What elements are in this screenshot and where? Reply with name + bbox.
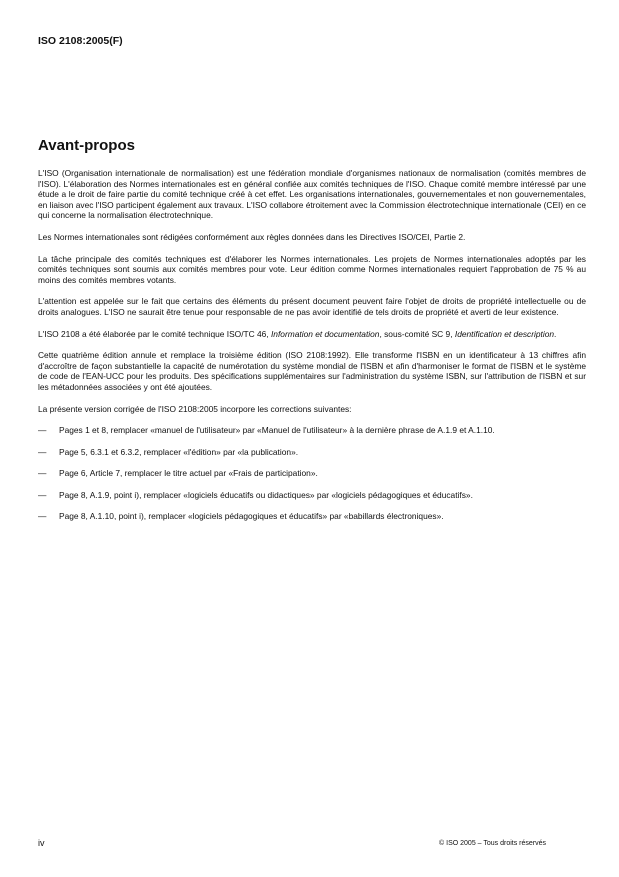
- correction-text: Page 8, A.1.10, point i), remplacer «logiciels pédagogiques et éducatifs» par «babillards électroniques».: [59, 511, 444, 522]
- italic-text: Information et documentation: [270, 328, 380, 339]
- correction-item: [38, 468, 586, 479]
- correction-item: [38, 511, 586, 522]
- correction-item: [38, 425, 586, 436]
- paragraph: [38, 296, 586, 317]
- paragraph-text: L'attention est appelée sur le fait que certains des éléments du présent document peuvent faire l'objet de droits de propriété intellectuelle ou de droits analogues. L'ISO ne saurait être tenue pour responsable de ne pas avoir identifié de tels droits de propriété et averti de leur existence.: [38, 296, 586, 317]
- document-body: [38, 168, 586, 533]
- paragraph: [38, 350, 586, 392]
- correction-text: Pages 1 et 8, remplacer «manuel de l'utilisateur» par «Manuel de l'utilisateur» à la dernière phrase de A.1.9 et A.1.10.: [59, 425, 495, 436]
- corrections-list: [38, 425, 586, 522]
- paragraph-text: La présente version corrigée de l'ISO 2108:2005 incorpore les corrections suivantes:: [38, 403, 352, 414]
- paragraph: [38, 168, 586, 221]
- list-marker: —: [38, 489, 47, 500]
- list-marker: —: [38, 446, 47, 457]
- paragraph-text: L'ISO (Organisation internationale de normalisation) est une fédération mondiale d'organismes nationaux de normalisation (comités membres de l'ISO). L'élaboration des Normes internationales est en général confiée aux comités techniques de l'ISO. Chaque comité membre intéressé par une étude a le droit de faire partie du comité technique créé à cet effet. Les organisations internationales, gouvernementales et non gouvernementales, en liaison avec l'ISO participent également aux travaux. L'ISO collabore étroitement avec la Commission électrotechnique internationale (CEI) en ce qui concerne la normalisation électrotechnique.: [38, 168, 586, 221]
- copyright-notice: © ISO 2005 – Tous droits réservés: [439, 840, 546, 847]
- correction-item: [38, 490, 586, 501]
- page-title: Avant-propos: [38, 137, 135, 154]
- correction-text: Page 5, 6.3.1 et 6.3.2, remplacer «l'édition» par «la publication».: [59, 446, 299, 457]
- list-marker: —: [38, 425, 47, 436]
- paragraph-text: Cette quatrième édition annule et remplace la troisième édition (ISO 2108:1992). Elle transforme l'ISBN en un identificateur à 13 chiffres afin d'accroître de façon substantielle la capacité de numérotation du système mondial de l'ISBN et afin d'harmoniser le format de l'ISBN et le système de code de l'EAN-UCC pour les produits. Des spécifications supplémentaires sur l'administration du système ISBN, sur l'attribution de l'ISBN et sur les métadonnées associées y ont été ajoutées.: [38, 350, 586, 392]
- correction-text: Page 6, Article 7, remplacer le titre actuel par «Frais de participation».: [59, 468, 318, 479]
- paragraph-text: , sous-comité SC 9,: [379, 328, 455, 339]
- document-identifier: ISO 2108:2005(F): [38, 35, 123, 47]
- paragraph: [38, 254, 586, 286]
- paragraph-text: .: [554, 328, 557, 339]
- paragraph-text: L'ISO 2108 a été élaborée par le comité technique ISO/TC 46,: [38, 328, 271, 339]
- paragraph: [38, 232, 586, 243]
- page-number: iv: [38, 838, 45, 848]
- paragraph: [38, 329, 586, 340]
- paragraph: [38, 404, 586, 415]
- list-marker: —: [38, 511, 47, 522]
- italic-text: Identification et description: [454, 328, 555, 339]
- paragraph-text: Les Normes internationales sont rédigées conformément aux règles données dans les Directives ISO/CEI, Partie 2.: [38, 231, 466, 242]
- correction-item: [38, 447, 586, 458]
- correction-text: Page 8, A.1.9, point i), remplacer «logiciels éducatifs ou didactiques» par «logiciels pédagogiques et éducatifs».: [59, 489, 473, 500]
- list-marker: —: [38, 468, 47, 479]
- paragraph-list: [38, 168, 586, 414]
- paragraph-text: La tâche principale des comités techniques est d'élaborer les Normes internationales. Les projets de Normes internationales adoptés par les comités techniques sont soumis aux comités membres pour vote. Leur édition comme Normes internationales requiert l'approbation de 75 % au moins des comités membres votants.: [38, 253, 586, 285]
